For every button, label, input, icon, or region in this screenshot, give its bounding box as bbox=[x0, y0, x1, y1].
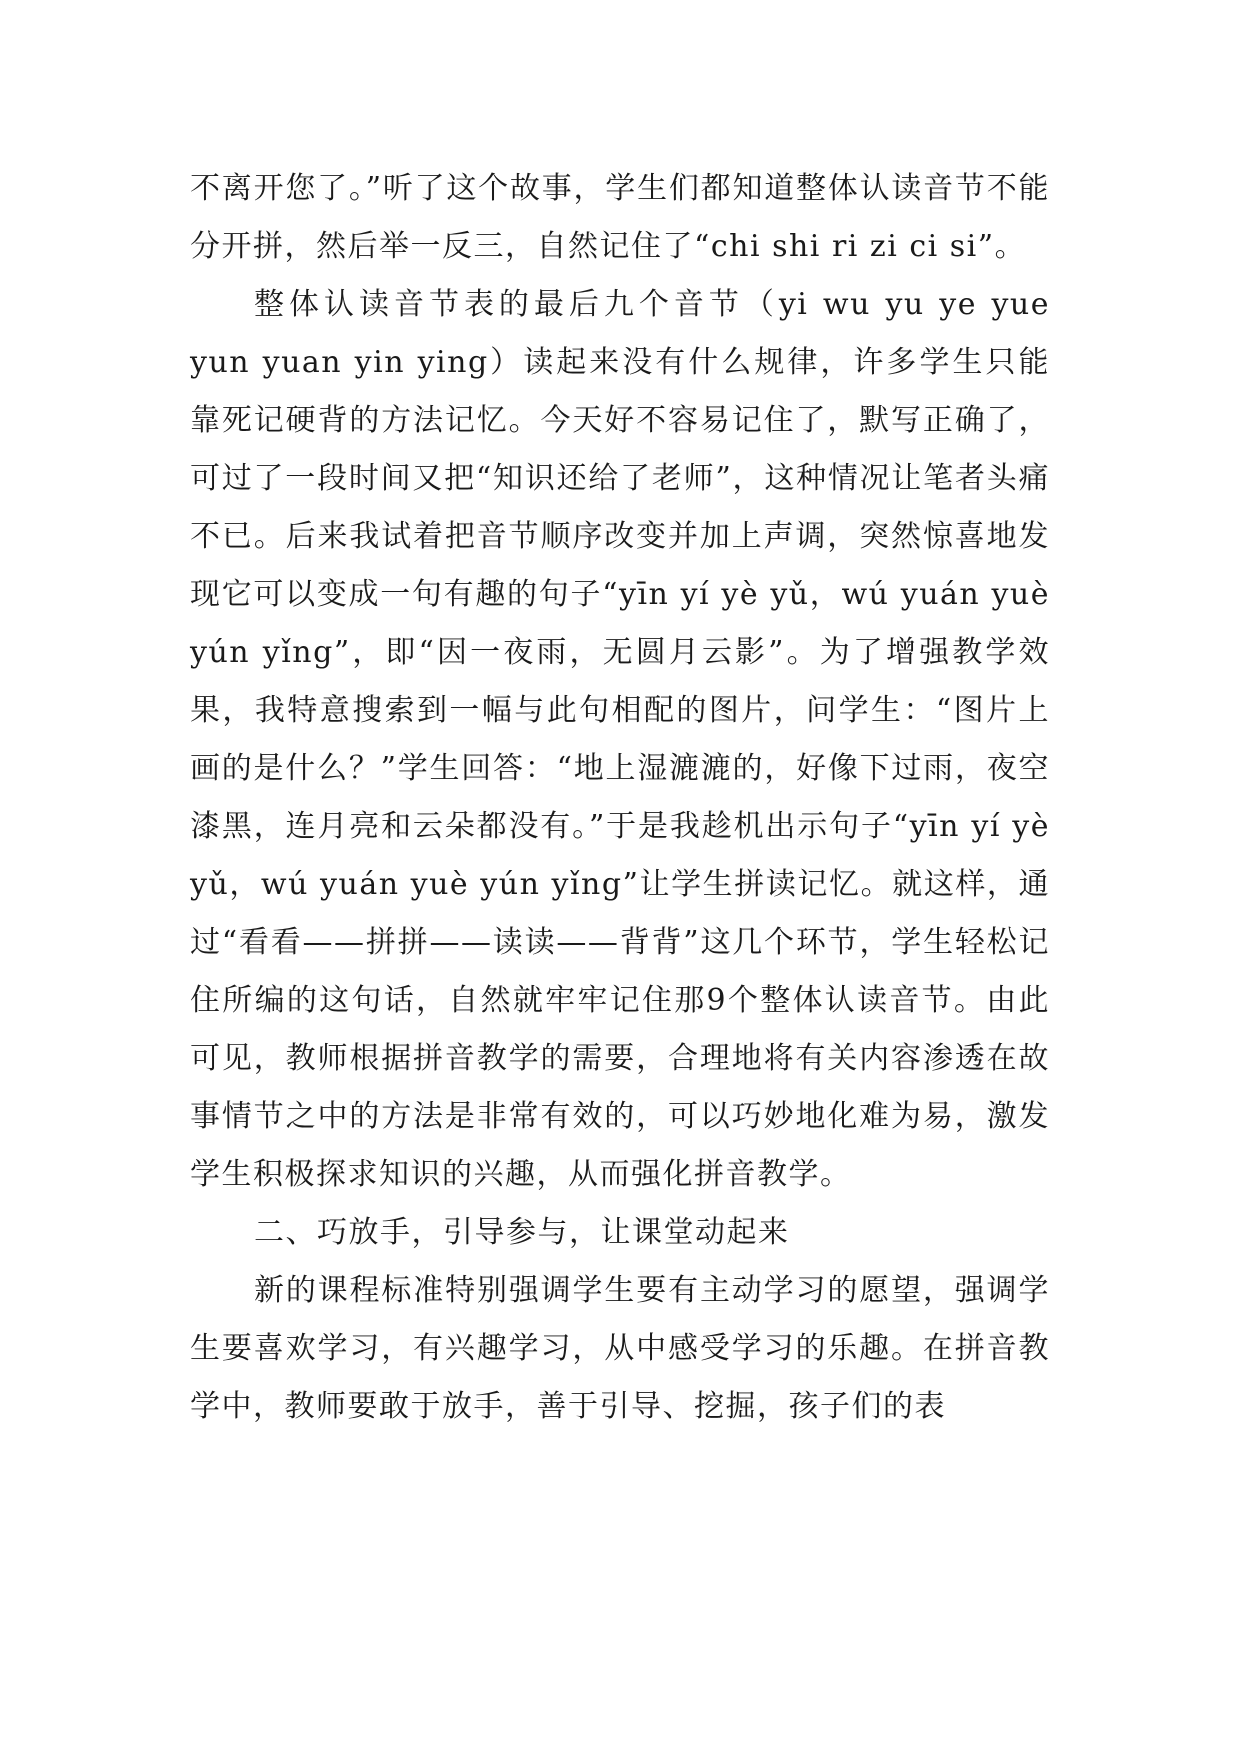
paragraph-syllables: 整体认读音节表的最后九个音节（yi wu yu ye yue yun yuan yin ying）读起来没有什么规律，许多学生只能靠死记硬背的方法记忆。今天好不容易记住了，默写正确了，可过了一段时间又把“知识还给了老师”，这种情况让笔者头痛不已。后来我试着把音节顺序改变并加上声调，突然惊喜地发现它可以变成一句有趣的句子“yīn yí yè yǔ，wú yuán yuè yún yǐng”，即“因一夜雨，无圆月云影”。为了增强教学效果，我特意搜索到一幅与此句相配的图片，问学生：“图片上画的是什么？”学生回答：“地上湿漉漉的，好像下过雨，夜空漆黑，连月亮和云朵都没有。”于是我趁机出示句子“yīn yí yè yǔ，wú yuán yuè yún yǐng”让学生拼读记忆。就这样，通过“看看——拼拼——读读——背背”这几个环节，学生轻松记住所编的这句话，自然就牢牢记住那9个整体认读音节。由此可见，教师根据拼音教学的需要，合理地将有关内容渗透在故事情节之中的方法是非常有效的，可以巧妙地化难为易，激发学生积极探求知识的兴趣，从而强化拼音教学。 bbox=[190, 287, 1050, 1192]
paragraph-continuation: 不离开您了。”听了这个故事，学生们都知道整体认读音节不能分开拼，然后举一反三，自然记住了“chi shi ri zi ci si”。 bbox=[190, 171, 1050, 264]
section-heading: 二、巧放手，引导参与，让课堂动起来 bbox=[254, 1215, 790, 1250]
body-text bbox=[190, 160, 1050, 1436]
paragraph-curriculum: 新的课程标准特别强调学生要有主动学习的愿望，强调学生要喜欢学习，有兴趣学习，从中感受学习的乐趣。在拼音教学中，教师要敢于放手，善于引导、挖掘，孩子们的表 bbox=[190, 1273, 1050, 1424]
